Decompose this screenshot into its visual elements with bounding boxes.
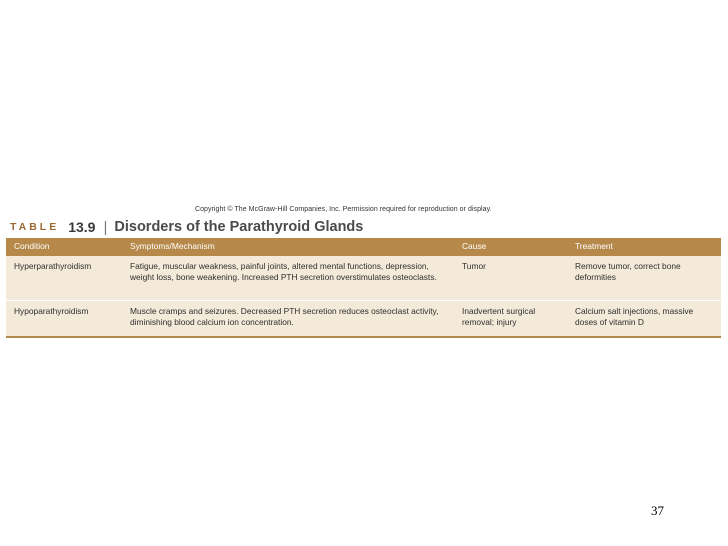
treatment-cell: Remove tumor, correct bone deformities (575, 261, 681, 282)
header-treatment: Treatment (575, 241, 613, 251)
header-symptoms: Symptoms/Mechanism (130, 241, 215, 251)
symptoms-cell: Fatigue, muscular weakness, painful joints, altered mental functions, depression, weight loss, bone weakening. Increased PTH secretion overstimulates osteoclasts. (130, 261, 437, 282)
condition-cell: Hypoparathyroidism (14, 306, 89, 316)
disorders-table (6, 238, 721, 338)
condition-cell: Hyperparathyroidism (14, 261, 92, 271)
copyright-notice: Copyright © The McGraw-Hill Companies, Inc. Permission required for reproduction or display. (195, 206, 492, 213)
page-number: 37 (651, 503, 664, 518)
symptoms-cell: Muscle cramps and seizures. Decreased PTH secretion reduces osteoclast activity, diminishing blood calcium ion concentration. (130, 306, 439, 327)
table-row (6, 301, 721, 336)
title-separator: | (103, 218, 108, 236)
table-label: TABLE (10, 221, 60, 233)
treatment-cell: Calcium salt injections, massive doses of vitamin D (575, 306, 694, 327)
header-condition: Condition (14, 241, 50, 251)
table-title-bar (10, 217, 363, 237)
table-title: Disorders of the Parathyroid Glands (114, 219, 364, 235)
table-header-row (6, 238, 721, 256)
table-row (6, 256, 721, 297)
header-cause: Cause (462, 241, 487, 251)
cause-cell: Inadvertent surgical removal; injury (462, 306, 536, 327)
table-number: 13.9 (68, 219, 96, 235)
cause-cell: Tumor (462, 261, 486, 271)
